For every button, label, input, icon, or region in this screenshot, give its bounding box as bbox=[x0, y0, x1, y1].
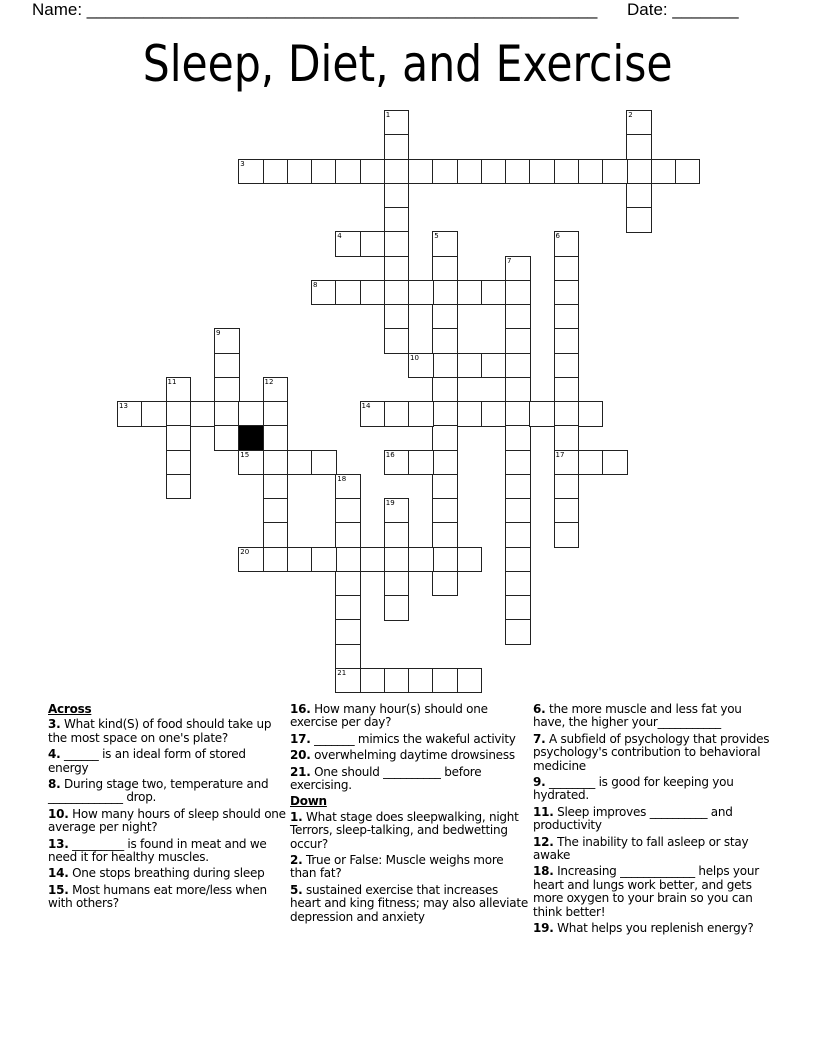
grid-cell[interactable] bbox=[384, 256, 410, 282]
grid-cell[interactable] bbox=[432, 377, 458, 403]
clue-number: 17. bbox=[290, 731, 311, 746]
down-clue bbox=[290, 854, 530, 881]
grid-cell[interactable] bbox=[335, 231, 361, 257]
grid-cell[interactable] bbox=[311, 547, 337, 573]
cell-number: 6 bbox=[555, 232, 560, 241]
down-clue bbox=[533, 922, 773, 935]
clue-number: 9. bbox=[533, 775, 546, 790]
grid-cell[interactable] bbox=[408, 668, 434, 694]
grid-cell[interactable] bbox=[263, 522, 289, 548]
grid-cell[interactable] bbox=[384, 401, 410, 427]
cell-number: 19 bbox=[385, 499, 395, 507]
grid-cell[interactable] bbox=[554, 450, 580, 476]
grid-cell[interactable] bbox=[578, 401, 604, 427]
grid-cell[interactable] bbox=[626, 159, 652, 185]
grid-cell[interactable] bbox=[602, 450, 628, 476]
grid-cell[interactable] bbox=[335, 522, 361, 548]
grid-cell[interactable] bbox=[505, 547, 531, 573]
across-clue bbox=[290, 766, 530, 793]
cell-number: 4 bbox=[337, 232, 342, 241]
grid-cell[interactable] bbox=[311, 450, 337, 476]
date-field[interactable]: Date: _______ bbox=[627, 0, 739, 19]
grid-cell[interactable] bbox=[166, 450, 192, 476]
grid-cell[interactable] bbox=[311, 159, 337, 185]
clue-number: 21. bbox=[290, 764, 311, 779]
grid-cell[interactable] bbox=[432, 425, 458, 451]
cell-number: 12 bbox=[264, 377, 274, 386]
grid-cell[interactable] bbox=[505, 328, 531, 354]
grid-cell[interactable] bbox=[384, 304, 410, 330]
grid-cell[interactable] bbox=[578, 159, 604, 185]
clue-text: How many hours of sleep should one average per night? bbox=[48, 806, 286, 835]
grid-cell[interactable] bbox=[384, 280, 410, 306]
grid-cell[interactable] bbox=[505, 304, 531, 330]
clue-text: What stage does sleepwalking, night Terrors, sleep-talking, and bedwetting occur? bbox=[290, 809, 519, 851]
grid-cell[interactable] bbox=[384, 183, 410, 209]
cell-number: 16 bbox=[385, 450, 395, 459]
grid-cell[interactable] bbox=[432, 498, 458, 524]
grid-cell[interactable] bbox=[432, 547, 458, 573]
down-clue bbox=[290, 884, 530, 924]
down-clue bbox=[533, 836, 773, 863]
page-title-text: Sleep, Diet, and Exercise bbox=[143, 35, 673, 93]
clue-text: How many hour(s) should one exercise per day? bbox=[290, 702, 488, 730]
clue-number: 19. bbox=[533, 921, 554, 936]
grid-cell[interactable] bbox=[554, 304, 580, 330]
cell-number: 8 bbox=[313, 280, 318, 289]
grid-cell[interactable] bbox=[505, 159, 531, 185]
grid-cell[interactable] bbox=[384, 571, 410, 597]
clue-text: The inability to fall asleep or stay awake bbox=[533, 834, 749, 863]
clue-text: What helps you replenish energy? bbox=[557, 921, 754, 936]
grid-cell[interactable] bbox=[408, 353, 434, 379]
grid-cell[interactable] bbox=[238, 450, 264, 476]
clue-text: _______ mimics the wakeful activity bbox=[314, 731, 516, 746]
cell-number: 20 bbox=[240, 547, 250, 556]
grid-cell[interactable] bbox=[360, 401, 386, 427]
grid-cell[interactable] bbox=[311, 280, 337, 306]
grid-cell[interactable] bbox=[626, 110, 652, 136]
down-clue bbox=[533, 703, 773, 730]
grid-cell[interactable] bbox=[214, 425, 240, 451]
grid-cell[interactable] bbox=[384, 328, 410, 354]
grid-cell[interactable] bbox=[554, 401, 580, 427]
across-heading: Across bbox=[48, 702, 92, 716]
clue-text: ________ is good for keeping you hydrated. bbox=[533, 775, 734, 803]
grid-cell[interactable] bbox=[432, 280, 458, 306]
grid-cell[interactable] bbox=[141, 401, 167, 427]
across-clue bbox=[48, 884, 288, 911]
across-clue bbox=[48, 778, 288, 805]
clue-column-1 bbox=[48, 703, 288, 914]
grid-cell[interactable] bbox=[505, 571, 531, 597]
cell-number: 15 bbox=[240, 450, 250, 459]
grid-cell[interactable] bbox=[432, 522, 458, 548]
grid-cell[interactable] bbox=[287, 159, 313, 185]
grid-cell[interactable] bbox=[481, 401, 507, 427]
grid-cell[interactable] bbox=[505, 353, 531, 379]
grid-cell[interactable] bbox=[505, 595, 531, 621]
grid-cell[interactable] bbox=[432, 159, 458, 185]
grid-cell[interactable] bbox=[384, 231, 410, 257]
grid-cell[interactable] bbox=[335, 668, 361, 694]
grid-cell[interactable] bbox=[166, 377, 192, 403]
grid-cell[interactable] bbox=[384, 110, 410, 136]
clue-number: 4. bbox=[48, 747, 61, 762]
clue-number: 5. bbox=[290, 882, 303, 897]
grid-cell[interactable] bbox=[505, 377, 531, 403]
cell-number: 2 bbox=[628, 111, 633, 119]
across-clue bbox=[48, 748, 288, 775]
grid-cell[interactable] bbox=[432, 353, 458, 379]
across-clue bbox=[290, 733, 530, 746]
clue-text: ______ is an ideal form of stored energy bbox=[48, 747, 246, 775]
grid-cell[interactable] bbox=[166, 474, 192, 500]
across-clue bbox=[48, 718, 288, 745]
grid-cell[interactable] bbox=[384, 498, 410, 524]
grid-cell[interactable] bbox=[263, 159, 289, 185]
grid-cell[interactable] bbox=[432, 474, 458, 500]
grid-cell[interactable] bbox=[457, 159, 483, 185]
grid-cell[interactable] bbox=[432, 571, 458, 597]
grid-cell[interactable] bbox=[554, 522, 580, 548]
grid-cell[interactable] bbox=[335, 547, 361, 573]
grid-cell[interactable] bbox=[214, 377, 240, 403]
grid-cell[interactable] bbox=[554, 498, 580, 524]
grid-cell[interactable] bbox=[432, 328, 458, 354]
grid-cell[interactable] bbox=[335, 619, 361, 645]
grid-cell[interactable] bbox=[432, 231, 458, 257]
grid-cell[interactable] bbox=[335, 280, 361, 306]
grid-cell[interactable] bbox=[335, 571, 361, 597]
grid-cell[interactable] bbox=[287, 450, 313, 476]
grid-cell[interactable] bbox=[505, 450, 531, 476]
grid-cell[interactable] bbox=[457, 353, 483, 379]
grid-cell[interactable] bbox=[214, 401, 240, 427]
cell-number: 14 bbox=[361, 402, 371, 410]
grid-cell[interactable] bbox=[505, 619, 531, 645]
grid-cell[interactable] bbox=[166, 401, 192, 427]
grid-cell[interactable] bbox=[554, 280, 580, 306]
cell-number: 5 bbox=[434, 232, 439, 241]
grid-cell[interactable] bbox=[263, 377, 289, 403]
grid-cell[interactable] bbox=[554, 256, 580, 282]
cell-number: 7 bbox=[507, 256, 512, 265]
grid-cell[interactable] bbox=[263, 474, 289, 500]
clue-text: Most humans eat more/less when with others? bbox=[48, 882, 267, 911]
grid-cell[interactable] bbox=[384, 134, 410, 160]
grid-cell[interactable] bbox=[335, 498, 361, 524]
grid-cell[interactable] bbox=[529, 401, 555, 427]
grid-cell[interactable] bbox=[335, 644, 361, 670]
grid-cell[interactable] bbox=[626, 207, 652, 233]
clue-column-3 bbox=[533, 703, 773, 939]
grid-cell[interactable] bbox=[457, 547, 483, 573]
cell-number: 17 bbox=[555, 450, 565, 459]
clue-text: One should __________ before exercising. bbox=[290, 764, 482, 793]
clue-text: One stops breathing during sleep bbox=[72, 866, 265, 881]
clue-text: sustained exercise that increases heart and king fitness; may also alleviate depression and anxiety bbox=[290, 882, 528, 924]
grid-cell[interactable] bbox=[166, 425, 192, 451]
name-field[interactable]: Name: ______________________________________________________ bbox=[32, 0, 598, 19]
grid-cell[interactable] bbox=[554, 377, 580, 403]
clue-number: 3. bbox=[48, 717, 61, 732]
grid-cell[interactable] bbox=[626, 183, 652, 209]
clue-number: 1. bbox=[290, 809, 303, 824]
grid-cell[interactable] bbox=[117, 401, 143, 427]
grid-cell[interactable] bbox=[505, 425, 531, 451]
grid-cell[interactable] bbox=[263, 401, 289, 427]
grid-cell[interactable] bbox=[263, 425, 289, 451]
grid-cell[interactable] bbox=[214, 353, 240, 379]
grid-cell[interactable] bbox=[360, 280, 386, 306]
grid-cell[interactable] bbox=[238, 401, 264, 427]
grid-cell[interactable] bbox=[505, 280, 531, 306]
grid-cell[interactable] bbox=[263, 450, 289, 476]
clue-number: 8. bbox=[48, 777, 61, 792]
clue-column-2 bbox=[290, 703, 530, 927]
clue-text: True or False: Muscle weighs more than fat? bbox=[290, 853, 504, 881]
clue-number: 10. bbox=[48, 806, 69, 821]
clue-text: What kind(S) of food should take up the most space on one's plate? bbox=[48, 717, 272, 745]
grid-cell[interactable] bbox=[432, 450, 458, 476]
grid-cell[interactable] bbox=[505, 474, 531, 500]
clue-number: 2. bbox=[290, 853, 303, 868]
grid-cell[interactable] bbox=[432, 304, 458, 330]
clue-text: A subfield of psychology that provides psychology's contribution to behavioral medicine bbox=[533, 731, 770, 773]
grid-cell[interactable] bbox=[335, 595, 361, 621]
clue-number: 11. bbox=[533, 804, 554, 819]
clue-number: 20. bbox=[290, 748, 311, 763]
grid-cell[interactable] bbox=[481, 280, 507, 306]
grid-cell[interactable] bbox=[238, 159, 264, 185]
clue-text: During stage two, temperature and _____________ drop. bbox=[48, 777, 269, 805]
grid-cell[interactable] bbox=[432, 668, 458, 694]
clue-text: overwhelming daytime drowsiness bbox=[314, 748, 515, 763]
clue-number: 14. bbox=[48, 866, 69, 881]
grid-cell[interactable] bbox=[384, 159, 410, 185]
across-clue bbox=[290, 749, 530, 762]
cell-number: 10 bbox=[410, 353, 419, 362]
grid-cell[interactable] bbox=[384, 547, 410, 573]
cell-number: 3 bbox=[240, 159, 245, 168]
grid-cell[interactable] bbox=[481, 353, 507, 379]
down-clue bbox=[533, 865, 773, 919]
across-clue bbox=[48, 867, 288, 880]
grid-cell[interactable] bbox=[408, 547, 434, 573]
grid-cell[interactable] bbox=[408, 450, 434, 476]
clue-text: Sleep improves __________ and productivity bbox=[533, 804, 733, 833]
across-clue bbox=[290, 703, 530, 730]
grid-cell[interactable] bbox=[360, 668, 386, 694]
clue-text: the more muscle and less fat you have, the higher your___________ bbox=[533, 702, 742, 730]
grid-cell[interactable] bbox=[384, 207, 410, 233]
clue-number: 15. bbox=[48, 882, 69, 897]
down-heading: Down bbox=[290, 794, 327, 809]
clue-text: _________ is found in meat and we need it for healthy muscles. bbox=[48, 836, 267, 865]
grid-cell[interactable] bbox=[335, 474, 361, 500]
grid-cell[interactable] bbox=[360, 547, 386, 573]
clue-number: 13. bbox=[48, 836, 69, 851]
grid-cell[interactable] bbox=[457, 280, 483, 306]
grid-cell[interactable] bbox=[238, 547, 264, 573]
grid-cell[interactable] bbox=[529, 159, 555, 185]
grid-cell[interactable] bbox=[190, 401, 216, 427]
grid-cell[interactable] bbox=[554, 328, 580, 354]
cell-number: 11 bbox=[167, 377, 177, 386]
clue-number: 6. bbox=[533, 702, 546, 716]
grid-cell[interactable] bbox=[360, 231, 386, 257]
down-clue bbox=[533, 776, 773, 803]
clue-number: 12. bbox=[533, 834, 554, 849]
grid-cell[interactable] bbox=[505, 401, 531, 427]
cell-number: 13 bbox=[119, 402, 128, 410]
grid-cell[interactable] bbox=[214, 328, 240, 354]
grid-cell[interactable] bbox=[432, 256, 458, 282]
grid-cell[interactable] bbox=[554, 159, 580, 185]
grid-cell[interactable] bbox=[505, 256, 531, 282]
grid-cell[interactable] bbox=[626, 134, 652, 160]
grid-cell[interactable] bbox=[384, 522, 410, 548]
down-clue bbox=[533, 733, 773, 773]
grid-cell[interactable] bbox=[263, 547, 289, 573]
grid-cell[interactable] bbox=[554, 474, 580, 500]
grid-cell[interactable] bbox=[287, 547, 313, 573]
clue-number: 18. bbox=[533, 864, 554, 879]
grid-cell[interactable] bbox=[408, 401, 434, 427]
grid-cell[interactable] bbox=[651, 159, 677, 185]
grid-cell[interactable] bbox=[554, 231, 580, 257]
clue-text: Increasing _____________ helps your heart and lungs work better, and gets more oxygen to your brain so you can think better! bbox=[533, 864, 759, 919]
grid-cell[interactable] bbox=[675, 159, 701, 185]
grid-cell[interactable] bbox=[384, 595, 410, 621]
black-cell bbox=[238, 425, 264, 451]
clue-number: 16. bbox=[290, 702, 311, 716]
grid-cell[interactable] bbox=[384, 450, 410, 476]
down-clue bbox=[290, 811, 530, 851]
down-clue bbox=[533, 806, 773, 833]
grid-cell[interactable] bbox=[408, 159, 434, 185]
grid-cell[interactable] bbox=[432, 401, 458, 427]
grid-cell[interactable] bbox=[505, 522, 531, 548]
clue-number: 7. bbox=[533, 731, 546, 746]
grid-cell[interactable] bbox=[602, 159, 628, 185]
grid-cell[interactable] bbox=[408, 280, 434, 306]
cell-number: 9 bbox=[216, 329, 221, 338]
cell-number: 1 bbox=[385, 111, 391, 119]
grid-cell[interactable] bbox=[384, 668, 410, 694]
grid-cell[interactable] bbox=[263, 498, 289, 524]
cell-number: 21 bbox=[337, 668, 347, 677]
grid-cell[interactable] bbox=[335, 159, 361, 185]
grid-cell[interactable] bbox=[457, 668, 483, 694]
grid-cell[interactable] bbox=[554, 353, 580, 379]
across-clue bbox=[48, 838, 288, 865]
grid-cell[interactable] bbox=[554, 425, 580, 451]
grid-cell[interactable] bbox=[578, 450, 604, 476]
cell-number: 18 bbox=[337, 474, 347, 483]
grid-cell[interactable] bbox=[457, 401, 483, 427]
grid-cell[interactable] bbox=[481, 159, 507, 185]
across-clue bbox=[48, 808, 288, 835]
grid-cell[interactable] bbox=[505, 498, 531, 524]
grid-cell[interactable] bbox=[360, 159, 386, 185]
